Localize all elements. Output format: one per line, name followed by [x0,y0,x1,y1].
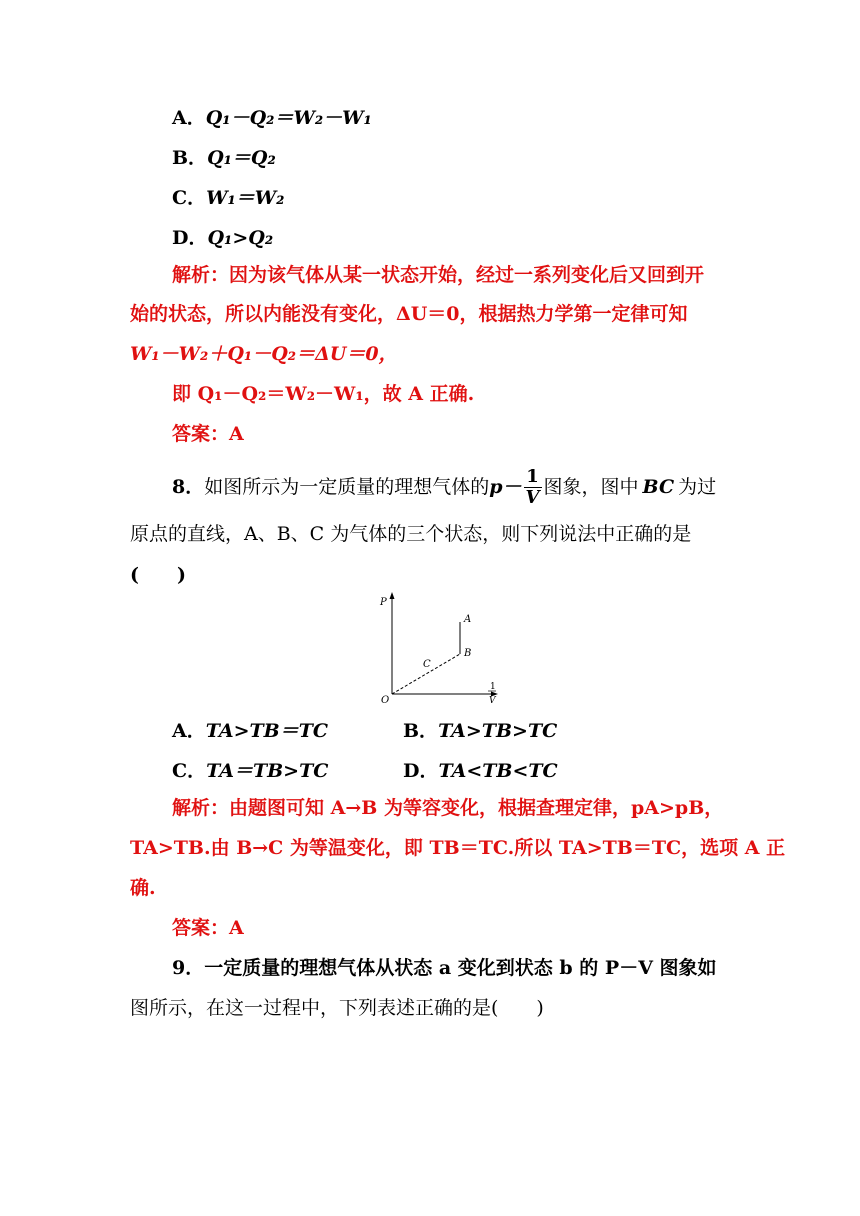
axes [390,592,499,697]
q8-stem-line3: ( ) [130,564,186,586]
q7-analysis-line3: W₁－W₂＋Q₁－Q₂＝ΔU＝0， [130,343,398,365]
q7-analysis-line2: 始的状态，所以内能没有变化，ΔU＝0，根据热力学第一定律可知 [130,303,688,325]
q9-stem-line2: 图所示，在这一过程中，下列表述正确的是( ) [130,997,544,1019]
option-text: TA<TB<TC [438,760,558,782]
q7-option-a [172,106,372,130]
x-axis-label-numerator: 1 [490,682,496,692]
point-a-label: A [464,614,472,625]
option-text: Q₁>Q₂ [207,227,274,249]
y-axis-label: P [380,597,387,608]
point-c-label: C [423,659,431,670]
option-label: A． [172,720,206,742]
option-label: D． [403,760,439,782]
origin-label: O [381,695,390,706]
option-label: C． [172,760,207,782]
question-number: 9． [172,957,205,979]
option-text: Q₁＝Q₂ [207,147,276,169]
option-label: A． [172,107,206,129]
fraction-one-over-v [524,467,542,508]
option-text: W₁＝W₂ [206,187,285,209]
y-axis-arrow [390,592,395,599]
point-b-label: B [464,648,472,659]
stem-text: 图象，图中 [543,476,639,498]
analysis-text: 由题图可知 A→B 为等容变化，根据查理定律，pA>pB， [229,797,724,819]
analysis-text: 因为该气体从某一状态开始，经过一系列变化后又回到开 [229,264,705,286]
option-text: TA>TB>TC [438,720,558,742]
q8-answer [172,916,244,940]
option-text: TA>TB＝TC [205,720,328,742]
q8-option-d [403,759,558,783]
option-label: C． [172,187,207,209]
q8-analysis-line3: 确. [130,877,156,899]
stem-bc: BC [642,476,675,498]
option-text: TA＝TB>TC [206,760,329,782]
q7-analysis-line4: 即 Q₁－Q₂＝W₂－W₁，故 A 正确. [172,383,475,405]
stem-text: 一定质量的理想气体从状态 a 变化到状态 b 的 P－V 图象如 [204,957,717,979]
answer-value: A [229,917,244,939]
q7-answer [172,422,244,446]
q7-analysis-line1 [172,263,704,287]
q7-option-c [172,186,284,210]
option-label: D． [172,227,208,249]
q9-stem-line1 [172,956,717,980]
q8-option-c [172,759,328,783]
answer-label: 答案： [172,423,230,445]
stem-text: 为过 [678,476,717,498]
question-number: 8． [172,476,205,498]
q8-option-a [172,719,328,743]
q8-stem-line1 [172,462,716,512]
q7-option-d [172,226,273,250]
q8-p-inverse-v-graph [370,590,510,710]
analysis-label: 解析： [172,264,230,286]
option-label: B． [172,147,208,169]
answer-value: A [229,423,244,445]
q8-stem-line2: 原点的直线，A、B、C 为气体的三个状态，则下列说法中正确的是 [130,523,692,545]
fraction-denominator: V [525,486,540,508]
x-axis-label-denominator: V [489,696,496,706]
q7-option-b [172,146,276,170]
fraction-numerator: 1 [524,467,542,488]
option-text: Q₁－Q₂＝W₂－W₁ [205,107,372,129]
answer-label: 答案： [172,917,230,939]
stem-expression: p－ [489,476,522,498]
option-label: B． [403,720,439,742]
q8-analysis-line2: TA>TB.由 B→C 为等温变化，即 TB＝TC.所以 TA>TB＝TC，选项 A 正 [130,837,786,859]
q8-analysis-line1 [172,796,723,820]
stem-text: 如图所示为一定质量的理想气体的 [204,476,490,498]
q8-option-b [403,719,557,743]
analysis-label: 解析： [172,797,230,819]
